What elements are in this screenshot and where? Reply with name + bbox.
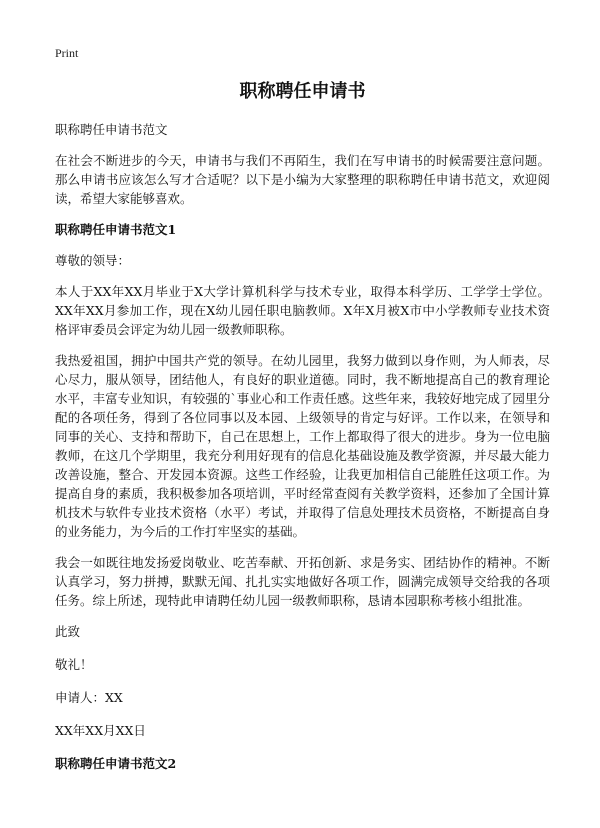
intro-paragraph: 在社会不断进步的今天，申请书与我们不再陌生，我们在写申请书的时候需要注意问题。那么申请书应该怎么写才合适呢？以下是小编为大家整理的职称聘任申请书范文，欢迎阅读，希望大家能够喜欢。 — [55, 153, 550, 206]
body-paragraph-2: 我热爱祖国，拥护中国共产党的领导。在幼儿园里，我努力做到以身作则，为人师表，尽心尽力，服从领导，团结他人，有良好的职业道德。同时，我不断地提高自己的教育理论水平，丰富专业知识，有较强的`事业心和工作责任感。这些年来，我较好地完成了园里分配的各项任务，得到了各位同事以及本园、上级领导的肯定与好评。工作以来，在领导和同事的关心、支持和帮助下，自己在思想上，工作上都取得了很大的进步。身为一位电脑教师，在这几个学期里，我充分利用好现有的信息化基础设施及教学资源，并尽最大能力改善设施，整合、开发园本资源。这些工作经验，让我更加相信自己能胜任这项工作。为提高自身的素质，我积极参加各项培训，平时经常查阅有关教学资料，还参加了全国计算机技术与软件专业技术资格（水平）考试，并取得了信息处理技术员资格，不断提高自身的业务能力，为今后的工作打牢坚实的基础。 — [55, 353, 550, 539]
document-body — [55, 78, 550, 785]
applicant-name: 申请人：XX — [55, 690, 123, 705]
print-link[interactable]: Print — [55, 46, 79, 60]
body-paragraph-3: 我会一如既往地发扬爱岗敬业、吃苦奉献、开拓创新、求是务实、团结协作的精神。不断认真学习，努力拼搏，默默无闻、扎扎实实地做好各项工作，圆满完成领导交给我的各项任务。综上所述，现特此申请聘任幼儿园一级教师职称，恳请本园职称考核小组批准。 — [55, 555, 550, 608]
application-date: XX年XX月XX日 — [55, 723, 146, 738]
salutation: 尊敬的领导： — [55, 253, 131, 268]
body-paragraph-1: 本人于XX年XX月毕业于X大学计算机科学与技术专业，取得本科学历、工学学士学位。XX年XX月参加工作，现在X幼儿园任职电脑教师。X年X月被X市中小学教师专业技术资格评审委员会评定为幼儿园一级教师职称。 — [55, 284, 550, 337]
document-subtitle: 职称聘任申请书范文 — [55, 122, 168, 137]
closing-line-1: 此致 — [55, 624, 81, 639]
section-heading-2: 职称聘任申请书范文2 — [55, 756, 177, 771]
page-title: 职称聘任申请书 — [239, 81, 366, 102]
closing-line-2: 敬礼！ — [55, 657, 93, 672]
section-heading-1: 职称聘任申请书范文1 — [55, 222, 177, 237]
